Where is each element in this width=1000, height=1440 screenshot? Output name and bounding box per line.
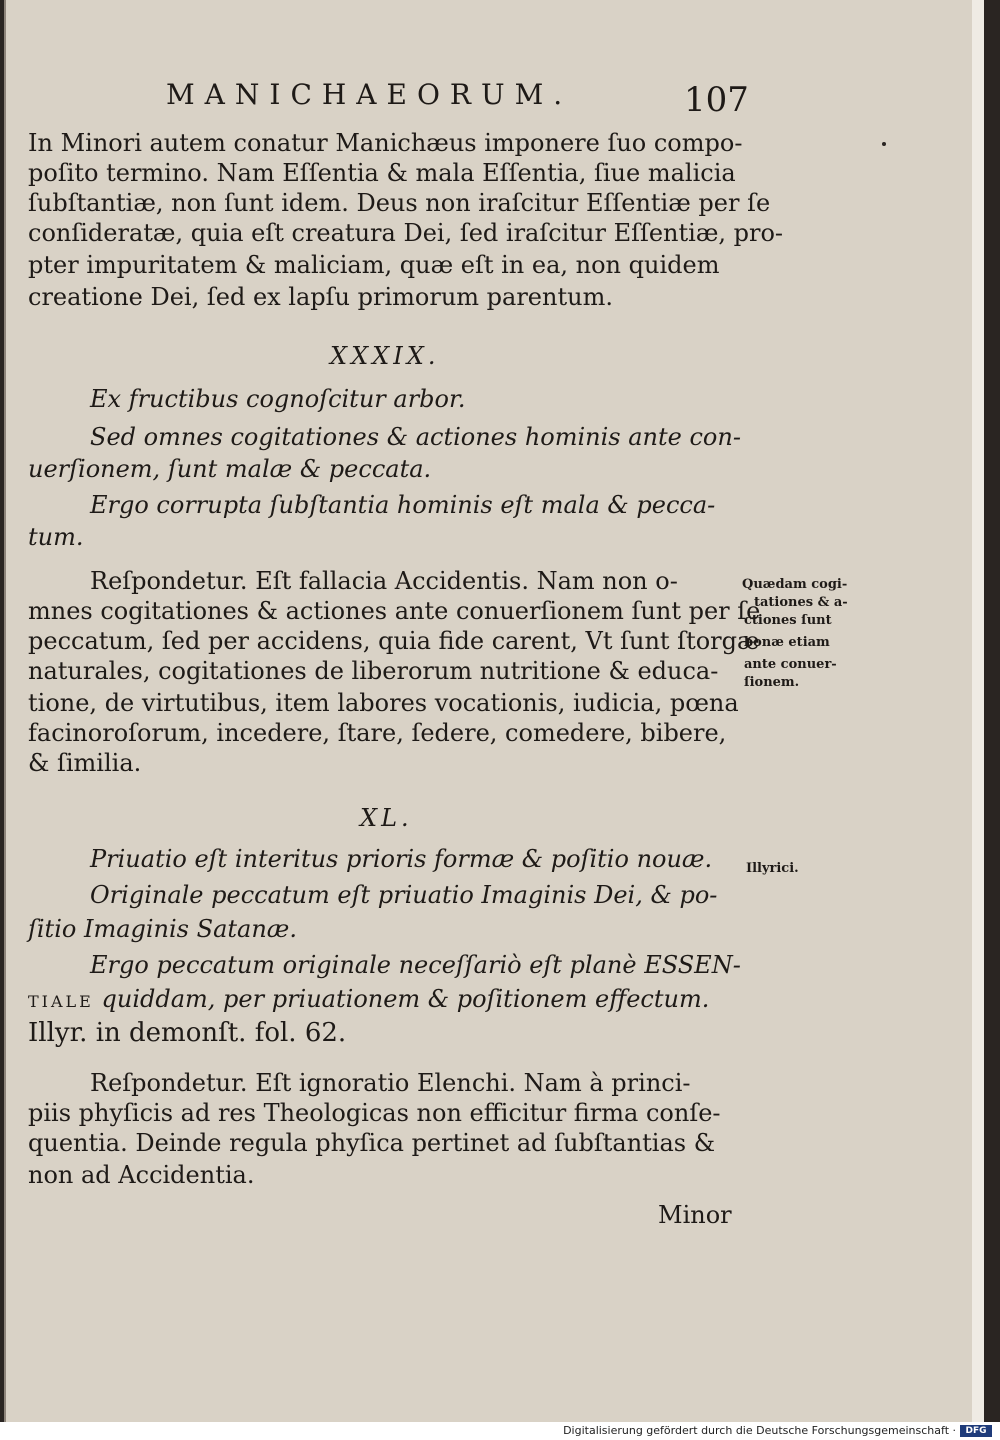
syllogism-continuation: quiddam, per priuationem & poſitionem effectum. — [101, 985, 710, 1013]
section-heading: XXXIX. — [330, 342, 440, 370]
syllogism-line: Originale peccatum eſt priuatio Imaginis Dei, & po- — [90, 881, 718, 909]
section-heading: XL. — [360, 804, 413, 832]
text-line: In Minori autem conatur Manichæus imponere ſuo compo- — [28, 129, 743, 157]
small-caps-word: TIALE — [28, 992, 94, 1011]
page-edge — [972, 0, 984, 1422]
syllogism-line: ſitio Imaginis Satanæ. — [28, 915, 297, 943]
catchword: Minor — [658, 1201, 732, 1229]
citation: Illyr. in demonſt. fol. 62. — [28, 1018, 347, 1048]
text-line: creatione Dei, ſed ex lapſu primorum parentum. — [28, 283, 613, 311]
text-line: & ſimilia. — [28, 749, 142, 777]
text-line: facinoroſorum, incedere, ſtare, ſedere, comedere, bibere, — [28, 719, 727, 747]
speck — [882, 142, 886, 146]
syllogism-line: Priuatio eſt interitus prioris formæ & poſitio nouæ. — [90, 845, 713, 873]
running-header: MANICHAEORUM. — [166, 78, 573, 111]
text-line: poſito termino. Nam Eſſentia & mala Eſſentia, ſiue malicia — [28, 159, 736, 187]
text-line: Reſpondetur. Eſt fallacia Accidentis. Nam non o- — [90, 567, 678, 595]
page-number: 107 — [684, 80, 749, 120]
text-line: peccatum, ſed per accidens, quia fide carent, Vt ſunt ſtorgæ — [28, 627, 760, 655]
syllogism-line: Ergo corrupta ſubſtantia hominis eſt mala & pecca- — [90, 491, 716, 519]
text-line: pter impuritatem & maliciam, quæ eſt in ea, non quidem — [28, 251, 720, 279]
syllogism-line: uerſionem, ſunt malæ & peccata. — [28, 455, 432, 483]
syllogism-line: tum. — [28, 523, 84, 551]
dfg-logo: DFG — [960, 1425, 992, 1437]
syllogism-line: Sed omnes cogitationes & actiones hominis ante con- — [90, 423, 741, 451]
syllogism-line: Ex fructibus cognoſcitur arbor. — [90, 385, 466, 413]
text-line: tione, de virtutibus, item labores vocationis, iudicia, pœna — [28, 689, 739, 717]
text-line: Reſpondetur. Eſt ignoratio Elenchi. Nam à princi- — [90, 1069, 691, 1097]
syllogism-line: Ergo peccatum originale neceſſariò eſt planè ESSEN- — [90, 951, 741, 979]
footer-bar — [0, 1422, 1000, 1440]
footer-credit: Digitalisierung gefördert durch die Deutsche Forschungsgemeinschaft · — [563, 1424, 956, 1437]
text-line: non ad Accidentia. — [28, 1161, 255, 1189]
text-line: ſubſtantiæ, non ſunt idem. Deus non iraſcitur Eſſentiæ per ſe — [28, 189, 771, 217]
text-line: naturales, cogitationes de liberorum nutritione & educa- — [28, 657, 719, 685]
syllogism-line — [28, 984, 709, 1017]
text-line: quentia. Deinde regula phyſica pertinet ad ſubſtantias & — [28, 1129, 716, 1157]
text-line: conſideratæ, quia eſt creatura Dei, ſed iraſcitur Eſſentiæ, pro- — [28, 219, 784, 247]
book-page: MANICHAEORUM. 107 In Minori autem conatur Manichæus imponere ſuo compo- poſito termino. Nam Eſſentia & mala Eſſentia, ſiue malicia ſubſtantiæ, non ſunt idem. Deus non iraſcitur Eſſentiæ per ſe conſideratæ, quia eſt creatura Dei, ſed iraſcitur Eſſentiæ, pro- pter impuritatem & maliciam, quæ eſt in ea, non quidem creatione Dei, ſed ex lapſu primorum parentum. XXXIX. Ex fructibus cognoſcitur arbor. Sed omnes cogitationes & actiones hominis ante con- uerſionem, ſunt malæ & peccata. Ergo corrupta ſubſtantia hominis eſt mala & pecca- tum. Reſpondetur. Eſt fallacia Accidentis. Nam non o- mnes cogitationes & actiones ante conuerſionem ſunt per ſe peccatum, ſed per accidens, quia fide carent, Vt ſunt ſtorgæ naturales, cogitationes de liberorum nutritione & educa- tione, de virtutibus, item labores vocationis, iudicia, pœna facinoroſorum, incedere, ſtare, ſedere, comedere, bibere, & ſimilia. Quædam cogi- tationes & a- ctiones ſunt bonæ etiam ante conuer- ſionem. XL. Priuatio eſt interitus prioris formæ & poſitio nouæ. Originale peccatum eſt priuatio Imaginis Dei, & po- ſitio Imaginis Satanæ. Ergo peccatum originale neceſſariò eſt planè ESSEN- TIALE quiddam, per priuationem & poſitionem effectum. Illyr. in demonſt. fol. 62. Illyrici. Reſpondetur. Eſt ignoratio Elenchi. Nam à princi- piis phyſicis ad res Theologicas non efficitur firma conſe- quentia. Deinde regula phyſica pertinet ad ſubſtantias & non ad Accidentia. Minor — [4, 0, 984, 1422]
text-line: piis phyſicis ad res Theologicas non efficitur firma conſe- — [28, 1099, 721, 1127]
text-line: mnes cogitationes & actiones ante conuerſionem ſunt per ſe — [28, 597, 761, 625]
margin-note: Illyrici. — [746, 861, 799, 876]
